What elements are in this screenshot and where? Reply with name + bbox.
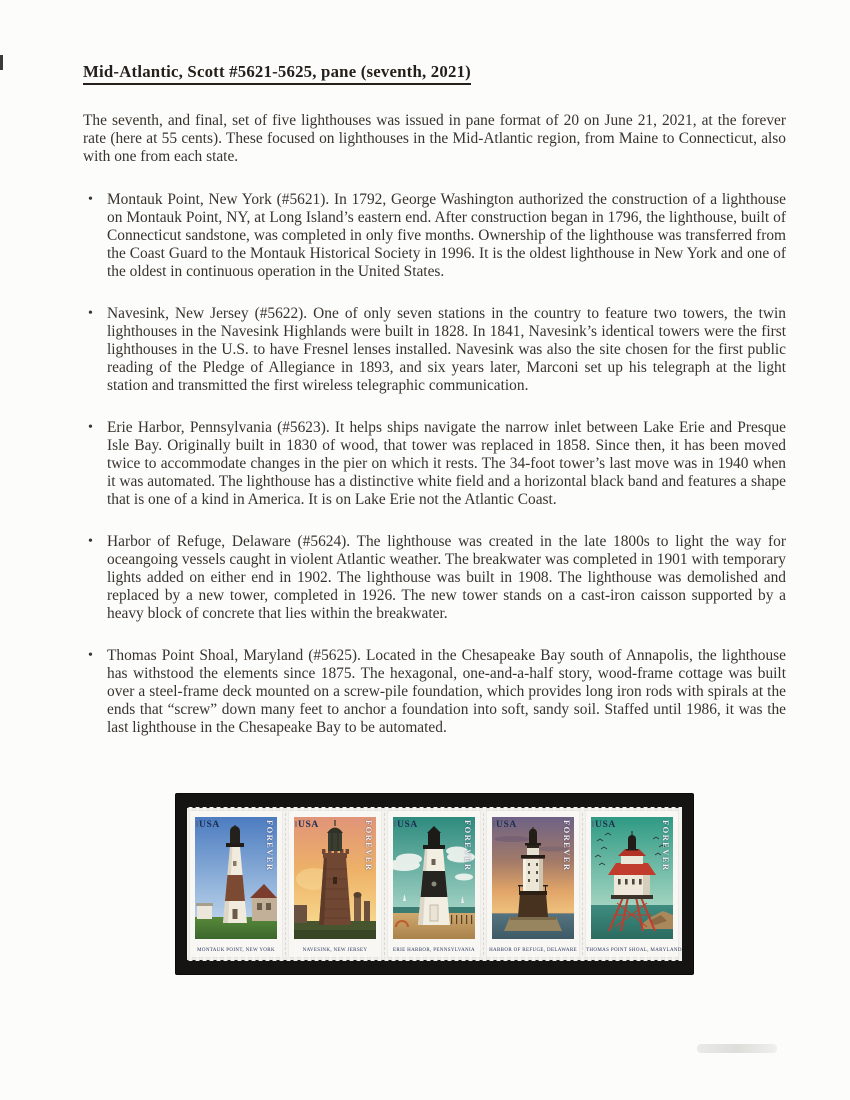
usa-label: USA — [496, 820, 517, 830]
stamp-montauk-point — [190, 811, 282, 957]
microprint-mark — [394, 821, 396, 827]
bullet-montauk-point — [83, 191, 786, 281]
stamp-row — [190, 811, 682, 957]
forever-label: FOREVER — [364, 820, 374, 872]
bullet-marker: • — [88, 648, 93, 663]
bullet-text: Erie Harbor, Pennsylvania (#5623). It helps ships navigate the narrow inlet between Lake Erie and Presque Isle Bay. Originally built in 1830 of wood, that tower was replaced in 1858. Since then, it has been moved twice to accommodate changes in the pier on which it rests. The 34-foot tower’s last move was in 1940 when it was automated. The lighthouse has a distinctive white field and a horizontal black band and features a shape that is one of a kind in America. It is on Lake Erie not the Atlantic Coast. — [107, 419, 786, 508]
bullet-erie-harbor — [83, 419, 786, 509]
forever-label: FOREVER — [661, 820, 671, 872]
stamp-caption: HARBOR OF REFUGE, DELAWARE — [489, 948, 577, 953]
bullet-text: Thomas Point Shoal, Maryland (#5625). Located in the Chesapeake Bay south of Annapolis, the lighthouse has withstood the elements since 1875. The hexagonal, one-and-a-half story, wood-frame cottage was built over a steel-frame deck mounted on a screw-pile foundation, which provides long iron rods with spirals at the ends that “screw” down many feet to anchor a foundation into soft, sandy soil. Staffed until 1986, it was the last lighthouse in the Chesapeake Bay to be automated. — [107, 647, 786, 736]
stamp-erie-harbor — [388, 811, 480, 957]
usa-label: USA — [298, 820, 319, 830]
stamp-navesink — [289, 811, 381, 957]
bullet-marker: • — [88, 306, 93, 321]
usa-label: USA — [397, 820, 418, 830]
bullet-navesink — [83, 305, 786, 395]
bullet-list — [83, 191, 786, 737]
stamp-caption: MONTAUK POINT, NEW YORK — [197, 948, 275, 953]
page-title: Mid-Atlantic, Scott #5621-5625, pane (seventh, 2021) — [83, 62, 786, 85]
bullet-thomas-point-shoal — [83, 647, 786, 737]
forever-label: FOREVER — [463, 820, 473, 872]
usa-label: USA — [199, 820, 220, 830]
forever-label: FOREVER — [562, 820, 572, 872]
bullet-marker: • — [88, 192, 93, 207]
stamp-pane-photo — [176, 794, 693, 974]
scan-edge-artifact — [0, 55, 3, 70]
bullet-text: Montauk Point, New York (#5621). In 1792, George Washington authorized the construction of a lighthouse on Montauk Point, NY, at Long Island’s eastern end. After construction began in 1796, the lighthouse, built of Connecticut sandstone, was completed in only five months. Ownership of the lighthouse was transferred from the Coast Guard to the Montauk Historical Society in 1996. It is the oldest lighthouse in New York and one of the oldest in continuous operation in the United States. — [107, 191, 786, 280]
document-content — [83, 62, 786, 761]
forever-label: FOREVER — [265, 820, 275, 872]
stamp-caption: NAVESINK, NEW JERSEY — [302, 948, 368, 953]
stamp-caption: ERIE HARBOR, PENNSYLVANIA — [393, 948, 475, 953]
stamp-strip — [187, 808, 682, 960]
microprint-mark — [493, 821, 495, 827]
bullet-text: Harbor of Refuge, Delaware (#5624). The lighthouse was created in the late 1800s to light the way for oceangoing vessels caught in violent Atlantic weather. The breakwater was completed in 1901 with temporary lights added on either end in 1902. The lighthouse was built in 1908. The lighthouse was demolished and replaced by a new tower, completed in 1926. The new tower stands on a cast-iron caisson supported by a heavy block of concrete that lies within the breakwater. — [107, 533, 786, 622]
stamp-caption: THOMAS POINT SHOAL, MARYLAND — [586, 948, 682, 953]
microprint-mark — [196, 821, 198, 827]
usa-label: USA — [595, 820, 616, 830]
bullet-marker: • — [88, 534, 93, 549]
stamp-thomas-point-shoal — [586, 811, 682, 957]
bullet-harbor-of-refuge — [83, 533, 786, 623]
bullet-marker: • — [88, 420, 93, 435]
bullet-text: Navesink, New Jersey (#5622). One of only seven stations in the country to feature two towers, the twin lighthouses in the Navesink Highlands were built in 1828. In 1841, Navesink’s identical towers were the first lighthouses in the U.S. to have Fresnel lenses installed. Navesink was also the site chosen for the first public reading of the Pledge of Allegiance in 1893, and six years later, Marconi set up his telegraph at the light station and transmitted the first wireless telegraphic communication. — [107, 305, 786, 394]
intro-paragraph: The seventh, and final, set of five lighthouses was issued in pane format of 20 on June 21, 2021, at the forever rate (here at 55 cents). These focused on lighthouses in the Mid-Atlantic region, from Maine to Connecticut, also with one from each state. — [83, 112, 786, 165]
stamp-harbor-of-refuge — [487, 811, 579, 957]
scan-smudge-artifact — [697, 1044, 777, 1053]
microprint-mark — [295, 821, 297, 827]
microprint-mark — [592, 821, 594, 827]
